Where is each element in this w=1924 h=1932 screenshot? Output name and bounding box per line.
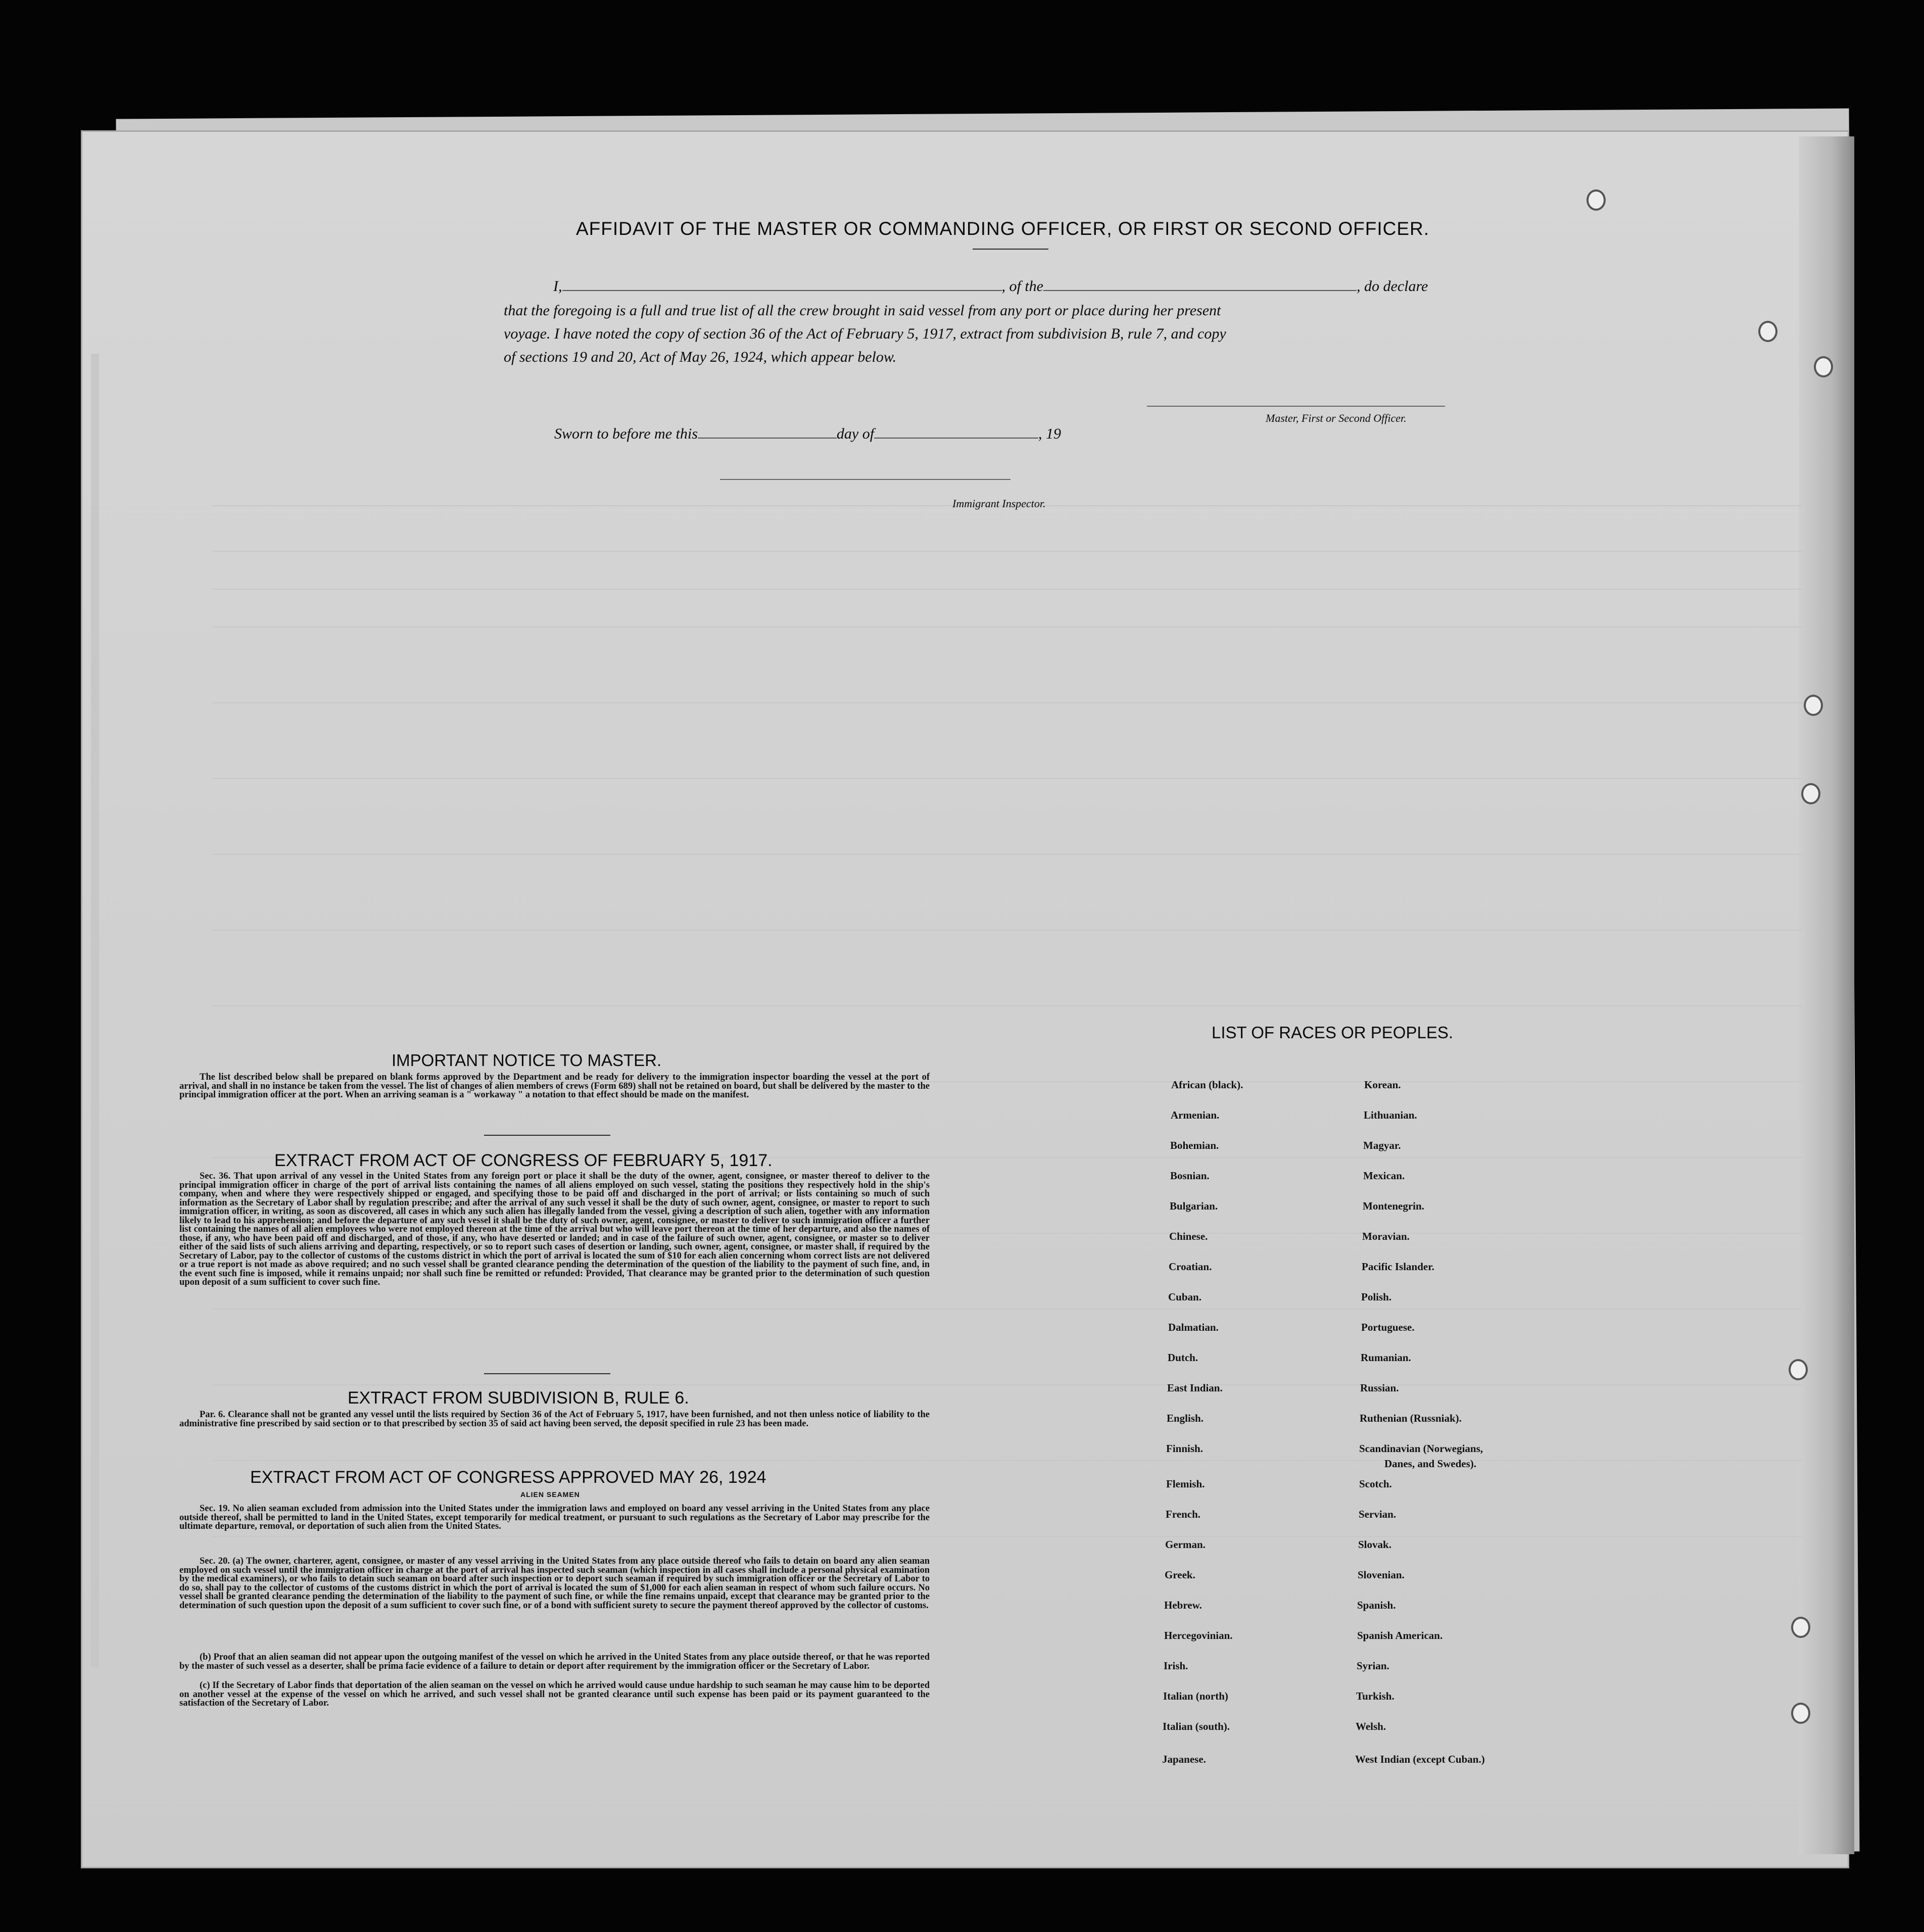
- extract-1917-text: Sec. 36. That upon arrival of any vessel in the United States from any foreign port or place it shall be the duty of the owner, agent, consignee, or master thereof to deliver to the principal immigration officer in charge of the port of arrival lists containing the names of all aliens employed on such vessel, stating the positions they respectively hold in the ship's company, when and where they were respectively shipped or engaged, and specifying those to be paid off and discharged in the port of arrival; or lists containing so much of such information as the Secretary of Labor shall by regulation prescribe; and after the arrival of any such vessel it shall be the duty of such owner, agent, consignee, or master to report to such immigration officer, in writing, as soon as discovered, all cases in which any such alien has illegally landed from the vessel, giving a description of such alien, together with any information likely to lead to his apprehension; and before the departure of any such vessel it shall be the duty of such owner, agent, consignee, or master to deliver to such immigration officer a further list containing the names of all alien employees who were not employed thereon at the time of the arrival but who will leave port thereon at the time of her departure, and also the names of those, if any, who have been paid off and discharged, and of those, if any, who have deserted or landed; and in case of the failure of such owner, agent, consignee, or master so to deliver either of the said lists of such aliens arriving and departing, respectively, or so to report such cases of desertion or landing, such owner, agent, consignee, or master shall, if required by the Secretary of Labor, pay to the collector of customs of the customs district in which the port of arrival is located the sum of $10 for each alien concerning whom correct lists are not delivered or a true report is not made as above required; and no such vessel shall be granted clearance pending the determination of the question of the liability to the payment of such fine, and, in the event such fine is imposed, while it remains unpaid; nor shall such fine be remitted or refunded: Provided, That clearance may be granted prior to the determination of such question upon deposit of a sum sufficient to cover such fine.: [179, 1171, 930, 1287]
- race-item: Scandinavian (Norwegians,: [1359, 1442, 1483, 1455]
- sworn-day: day of: [836, 425, 875, 442]
- race-item: Hercegovinian.: [1164, 1629, 1233, 1641]
- race-item: Pacific Islander.: [1362, 1261, 1434, 1273]
- punch-hole: [1804, 695, 1823, 716]
- punch-hole: [1586, 189, 1606, 211]
- bleedthrough-rule: [212, 551, 1803, 552]
- race-item: Cuban.: [1168, 1291, 1201, 1303]
- bleedthrough-rule: [212, 778, 1803, 779]
- affidavit-line-2: that the foregoing is a full and true list of all the crew brought in said vessel from any port or place during her present: [504, 302, 1221, 319]
- sworn-year: , 19: [1038, 425, 1062, 442]
- extract-1917-title: EXTRACT FROM ACT OF CONGRESS OF FEBRUARY 5, 1917.: [274, 1151, 773, 1170]
- race-item: Korean.: [1364, 1079, 1401, 1091]
- race-item: German.: [1165, 1538, 1206, 1551]
- bleedthrough-rule: [212, 1005, 1803, 1006]
- race-item: Finnish.: [1166, 1442, 1203, 1455]
- sec-19-text: Sec. 19. No alien seaman excluded from admission into the United States under the immigration laws and employed on board any vessel arriving in the United States from any place outside thereof, shall be permitted to land in the United States, except temporarily for medical treatment, or pursuant to such regulations as the Secretary of Labor may prescribe for the ultimate departure, removal, or deportation of such alien from the United States.: [179, 1504, 930, 1531]
- section-divider: [484, 1135, 610, 1136]
- race-item: Scotch.: [1359, 1478, 1392, 1490]
- bleedthrough-rule: [212, 854, 1803, 855]
- bleedthrough-rule: [212, 589, 1803, 590]
- sworn-prefix: Sworn to before me this: [554, 425, 698, 442]
- bleedthrough-rule: [212, 1460, 1803, 1461]
- race-scandinavian-cont: Danes, and Swedes).: [1384, 1458, 1477, 1470]
- race-item: Bulgarian.: [1170, 1200, 1218, 1212]
- affidavit-i: I,: [553, 278, 562, 295]
- race-item: Slovenian.: [1358, 1569, 1405, 1581]
- race-item: Moravian.: [1362, 1230, 1410, 1242]
- race-item: Irish.: [1164, 1660, 1188, 1672]
- race-item: English.: [1167, 1412, 1204, 1424]
- punch-hole: [1791, 1617, 1810, 1638]
- race-item: Portuguese.: [1361, 1321, 1415, 1333]
- race-item: Italian (south).: [1163, 1720, 1230, 1732]
- extract-1924-title: EXTRACT FROM ACT OF CONGRESS APPROVED MAY 26, 1924: [250, 1468, 766, 1487]
- race-item: Dutch.: [1168, 1351, 1198, 1364]
- race-item: French.: [1166, 1508, 1201, 1520]
- affidavit-line-4: of sections 19 and 20, Act of May 26, 1924, which appear below.: [504, 349, 897, 365]
- bleedthrough-rule: [212, 930, 1803, 931]
- sec-20c-text: (c) If the Secretary of Labor finds that deportation of the alien seaman on the vessel on which he arrived would cause undue hardship to such seaman he may cause him to be deported on another vessel at the expense of the vessel on which he arrived, and such vessel shall not be granted clearance until such expense has been paid or its payment guaranteed to the satisfaction of the Secretary of Labor.: [179, 1680, 930, 1708]
- day-blank[interactable]: [698, 438, 837, 439]
- punch-hole: [1801, 783, 1820, 804]
- race-item: Servian.: [1359, 1508, 1397, 1520]
- affidavit-title: AFFIDAVIT OF THE MASTER OR COMMANDING OFFICER, OR FIRST OR SECOND OFFICER.: [576, 218, 1430, 239]
- race-item: Polish.: [1361, 1291, 1392, 1303]
- inspector-label: Immigrant Inspector.: [952, 497, 1046, 510]
- punch-hole: [1791, 1703, 1810, 1724]
- name-blank[interactable]: [562, 290, 1002, 291]
- bleedthrough-rule: [212, 1309, 1803, 1310]
- race-item: Welsh.: [1356, 1720, 1386, 1732]
- inspector-signature-line[interactable]: [720, 479, 1011, 480]
- binding-stain: [91, 354, 99, 1667]
- punch-hole: [1789, 1359, 1808, 1380]
- race-item: Hebrew.: [1164, 1599, 1202, 1611]
- punch-hole: [1758, 321, 1777, 342]
- notice-title: IMPORTANT NOTICE TO MASTER.: [392, 1051, 662, 1070]
- bleedthrough-rule: [212, 626, 1803, 627]
- race-item: Italian (north): [1163, 1690, 1228, 1702]
- sec-20b-text: (b) Proof that an alien seaman did not appear upon the outgoing manifest of the vessel on which he arrived in the United States from any place outside thereof, or that he was reported by the master of such vessel as a deserter, shall be prima facie evidence of a failure to detain or deport after requirement by the immigration officer or the Secretary of Labor.: [179, 1652, 930, 1671]
- races-title: LIST OF RACES OR PEOPLES.: [1212, 1023, 1454, 1042]
- notice-text: The list described below shall be prepared on blank forms approved by the Department and be ready for delivery to the immigration inspector boarding the vessel at the port of arrival, and shall in no instance be taken from the vessel. The list of changes of alien members of crews (Form 689) shall not be retained on board, but shall be delivered by the master to the principal immigration officer at the port. When an arriving seaman is a " workaway " a notation to that effect should be made on the manifest.: [179, 1072, 930, 1100]
- punch-hole: [1814, 356, 1833, 377]
- signature-label: Master, First or Second Officer.: [1266, 412, 1407, 424]
- race-item: Bosnian.: [1170, 1170, 1210, 1182]
- race-item: East Indian.: [1167, 1382, 1223, 1394]
- race-item: Mexican.: [1363, 1170, 1405, 1182]
- signature-line[interactable]: [1147, 406, 1445, 407]
- extract-1924-subtitle: ALIEN SEAMEN: [520, 1490, 580, 1499]
- page-edge-shadow: [1799, 136, 1854, 1854]
- race-item: African (black).: [1171, 1079, 1243, 1091]
- race-item: Flemish.: [1166, 1478, 1205, 1490]
- vessel-blank[interactable]: [1043, 290, 1357, 291]
- sec-20a-text: Sec. 20. (a) The owner, charterer, agent, consignee, or master of any vessel arriving in the United States from any place outside thereof who fails to detain on board any alien seaman employed on such vessel until the immigration officer in charge at the port of arrival has inspected such seaman (which inspection in all cases shall include a personal physical examination by the medical examiners), or who fails to detain such seaman on board after such inspection or to deport such seaman if required by such immigration officer or the Secretary of Labor to do so, shall pay to the collector of customs of the customs district in which the port of arrival is located the sum of $1,000 for each alien seaman in respect of whom such failure occurs. No vessel shall be granted clearance pending the determination of the liability to the payment of such fine, or while the fine remains unpaid, except that clearance may be granted prior to the determination of such question upon the deposit of a sum sufficient to cover such fine, or of a bond with sufficient surety to secure the payment thereof approved by the collector of customs.: [179, 1556, 930, 1611]
- race-item: Magyar.: [1363, 1139, 1401, 1151]
- affidavit-declare: , do declare: [1357, 278, 1428, 295]
- extract-rule6-title: EXTRACT FROM SUBDIVISION B, RULE 6.: [348, 1388, 689, 1408]
- race-item: Japanese.: [1162, 1753, 1206, 1765]
- affidavit-of-the: , of the: [1001, 278, 1043, 295]
- race-item: Syrian.: [1357, 1660, 1389, 1672]
- race-item: Spanish.: [1357, 1599, 1396, 1611]
- sworn-line: [554, 425, 1061, 443]
- race-item: Lithuanian.: [1364, 1109, 1417, 1121]
- section-divider: [484, 1373, 610, 1374]
- race-item: Armenian.: [1171, 1109, 1220, 1121]
- bleedthrough-rule: [212, 1384, 1803, 1385]
- race-item: Bohemian.: [1170, 1139, 1219, 1151]
- race-item: Spanish American.: [1357, 1629, 1443, 1641]
- race-item: Greek.: [1165, 1569, 1195, 1581]
- title-divider: [973, 249, 1048, 250]
- month-blank[interactable]: [874, 438, 1038, 439]
- race-item: Montenegrin.: [1363, 1200, 1424, 1212]
- extract-rule6-text: Par. 6. Clearance shall not be granted any vessel until the lists required by Section 36 of the Act of February 5, 1917, have been furnished, and not then unless notice of liability to the administrative fine prescribed by said section or to that prescribed by section 35 of said act having been served, the deposit specified in rule 23 has been made.: [179, 1410, 930, 1429]
- bleedthrough-rule: [212, 702, 1803, 703]
- affidavit-line-3: voyage. I have noted the copy of section 36 of the Act of February 5, 1917, extract from subdivision B, rule 7, and copy: [504, 325, 1226, 342]
- race-item: Dalmatian.: [1168, 1321, 1219, 1333]
- race-item: Turkish.: [1356, 1690, 1394, 1702]
- race-item: Chinese.: [1169, 1230, 1208, 1242]
- race-item: Rumanian.: [1361, 1351, 1411, 1364]
- race-item: Russian.: [1360, 1382, 1399, 1394]
- bleedthrough-rule: [212, 1536, 1803, 1537]
- race-item: Croatian.: [1169, 1261, 1212, 1273]
- race-item: Slovak.: [1358, 1538, 1391, 1551]
- race-item: West Indian (except Cuban.): [1355, 1753, 1485, 1765]
- race-item: Ruthenian (Russniak).: [1360, 1412, 1462, 1424]
- affidavit-line-1: [553, 278, 1428, 295]
